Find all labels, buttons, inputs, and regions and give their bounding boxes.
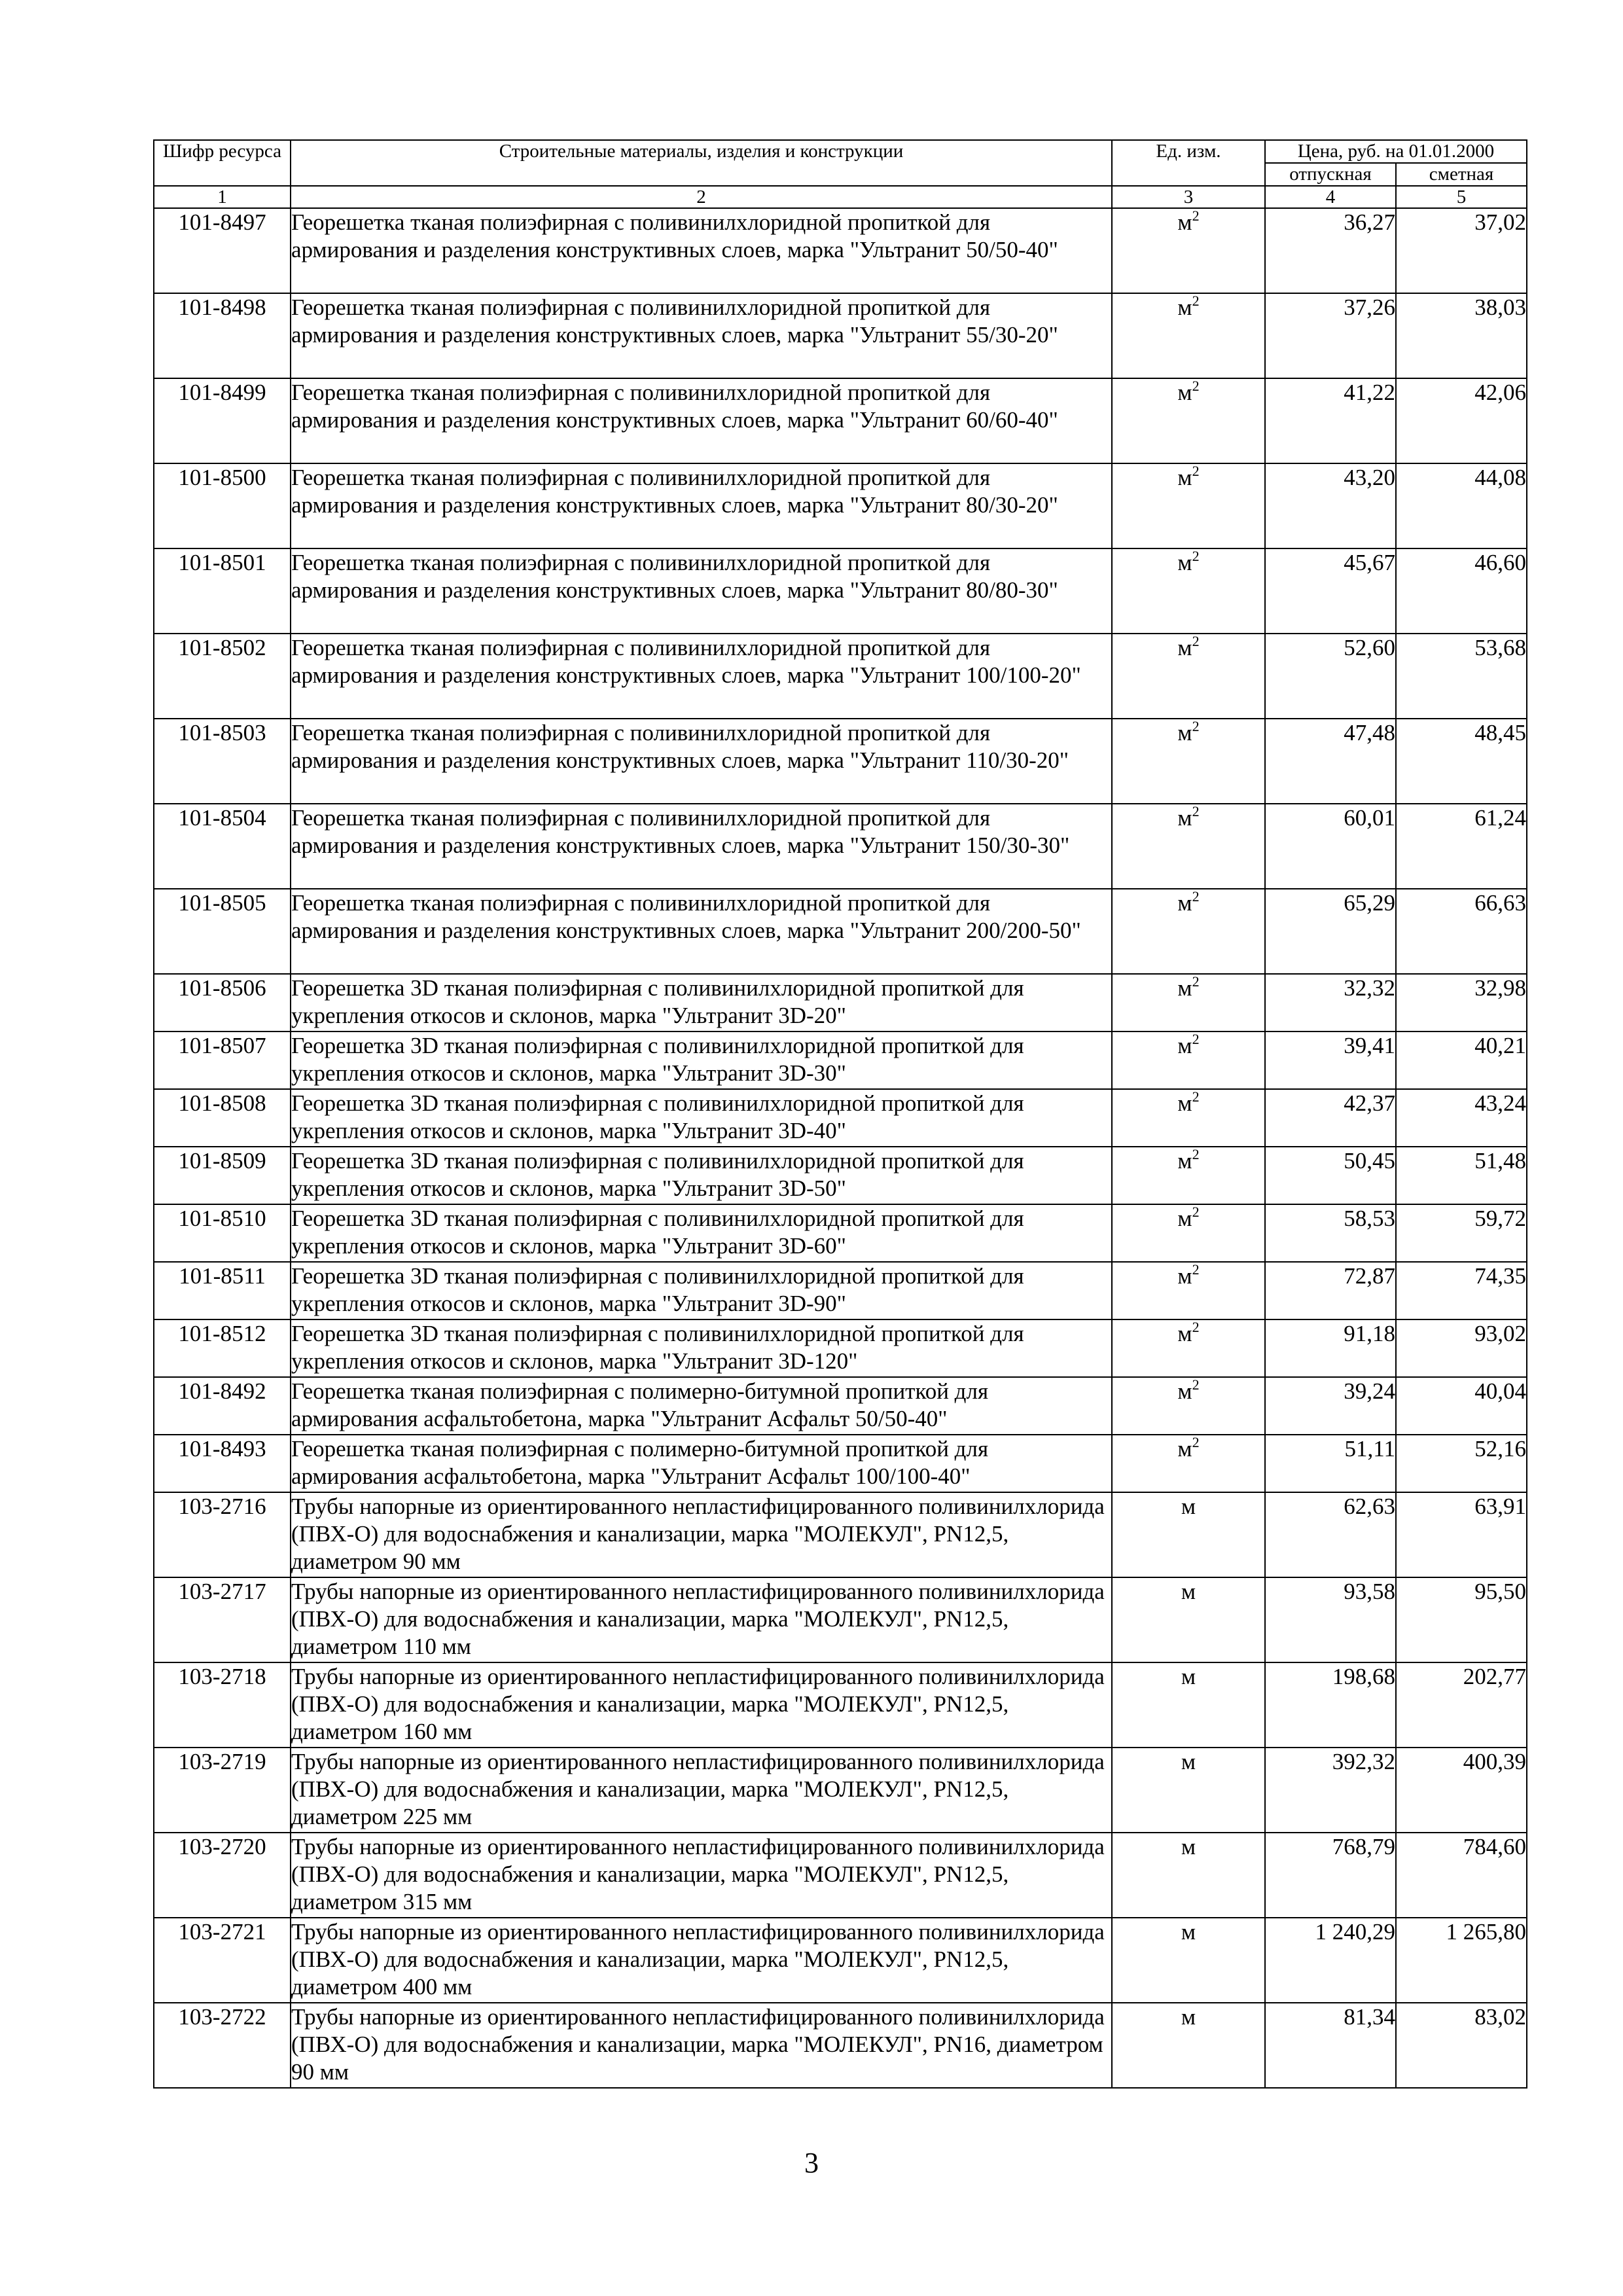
table-row <box>154 1748 1527 1833</box>
price-release: 50,45 <box>1265 1147 1396 1204</box>
unit-cell <box>1112 1748 1265 1833</box>
unit-cell <box>1112 1204 1265 1262</box>
price-release: 198,68 <box>1265 1662 1396 1748</box>
header-price-group: Цена, руб. на 01.01.2000 <box>1265 140 1527 163</box>
unit-cell <box>1112 804 1265 889</box>
price-estimate: 59,72 <box>1396 1204 1527 1262</box>
table-row <box>154 1147 1527 1204</box>
material-name: Георешетка 3D тканая полиэфирная с поливинилхлоридной пропиткой для укрепления откосов и склонов, марка "Ультранит 3D-50" <box>291 1147 1112 1204</box>
material-name: Георешетка 3D тканая полиэфирная с поливинилхлоридной пропиткой для укрепления откосов и склонов, марка "Ультранит 3D-40" <box>291 1089 1112 1147</box>
table-header <box>154 140 1527 208</box>
material-name: Георешетка тканая полиэфирная с поливинилхлоридной пропиткой для армирования и разделения конструктивных слоев, марка "Ультранит 80/30-20" <box>291 463 1112 548</box>
material-name: Георешетка 3D тканая полиэфирная с поливинилхлоридной пропиткой для укрепления откосов и склонов, марка "Ультранит 3D-20" <box>291 974 1112 1031</box>
table-row <box>154 1577 1527 1662</box>
price-release: 60,01 <box>1265 804 1396 889</box>
unit-exponent: 2 <box>1192 1204 1200 1220</box>
resource-code: 101-8498 <box>154 293 291 378</box>
resource-code: 101-8501 <box>154 548 291 634</box>
table-body <box>154 208 1527 2088</box>
price-release: 37,26 <box>1265 293 1396 378</box>
unit-cell <box>1112 1577 1265 1662</box>
table-row <box>154 1204 1527 1262</box>
unit-base: м <box>1181 1494 1196 1519</box>
unit-base: м <box>1177 295 1192 320</box>
price-release: 93,58 <box>1265 1577 1396 1662</box>
resource-code: 101-8493 <box>154 1435 291 1492</box>
price-estimate: 1 265,80 <box>1396 1918 1527 2003</box>
material-name: Георешетка 3D тканая полиэфирная с поливинилхлоридной пропиткой для укрепления откосов и склонов, марка "Ультранит 3D-30" <box>291 1031 1112 1089</box>
unit-exponent: 2 <box>1192 1376 1200 1393</box>
material-name: Трубы напорные из ориентированного непластифицированного поливинилхлорида (ПВХ-О) для водоснабжения и канализации, марка "МОЛЕКУЛ", PN16, диаметром 90 мм <box>291 2003 1112 2088</box>
unit-cell <box>1112 889 1265 974</box>
material-name: Георешетка тканая полиэфирная с поливинилхлоридной пропиткой для армирования и разделения конструктивных слоев, марка "Ультранит 80/80-30" <box>291 548 1112 634</box>
column-number: 3 <box>1112 186 1265 208</box>
unit-cell <box>1112 293 1265 378</box>
unit-cell <box>1112 719 1265 804</box>
unit-base: м <box>1177 209 1192 235</box>
unit-exponent: 2 <box>1192 718 1200 734</box>
price-estimate: 38,03 <box>1396 293 1527 378</box>
unit-exponent: 2 <box>1192 1261 1200 1278</box>
price-release: 42,37 <box>1265 1089 1396 1147</box>
material-name: Георешетка 3D тканая полиэфирная с поливинилхлоридной пропиткой для укрепления откосов и склонов, марка "Ультранит 3D-60" <box>291 1204 1112 1262</box>
price-estimate: 784,60 <box>1396 1833 1527 1918</box>
unit-exponent: 2 <box>1192 1319 1200 1335</box>
unit-base: м <box>1181 1579 1196 1604</box>
resource-code: 101-8510 <box>154 1204 291 1262</box>
unit-exponent: 2 <box>1192 1146 1200 1162</box>
price-estimate: 48,45 <box>1396 719 1527 804</box>
table-row <box>154 463 1527 548</box>
table-row <box>154 1262 1527 1319</box>
header-resource-code: Шифр ресурса <box>154 140 291 186</box>
material-name: Георешетка тканая полиэфирная с поливинилхлоридной пропиткой для армирования и разделения конструктивных слоев, марка "Ультранит 55/30-20" <box>291 293 1112 378</box>
resource-code: 101-8503 <box>154 719 291 804</box>
price-estimate: 43,24 <box>1396 1089 1527 1147</box>
unit-base: м <box>1177 1321 1192 1346</box>
table-row <box>154 1662 1527 1748</box>
unit-base: м <box>1177 380 1192 405</box>
unit-base: м <box>1177 1206 1192 1231</box>
unit-base: м <box>1177 975 1192 1001</box>
unit-cell <box>1112 1435 1265 1492</box>
unit-base: м <box>1181 1919 1196 1945</box>
material-name: Георешетка тканая полиэфирная с полимерно-битумной пропиткой для армирования асфальтобетона, марка "Ультранит Асфальт 50/50-40" <box>291 1377 1112 1435</box>
price-release: 81,34 <box>1265 2003 1396 2088</box>
table-row <box>154 974 1527 1031</box>
unit-exponent: 2 <box>1192 803 1200 819</box>
unit-base: м <box>1177 465 1192 490</box>
column-number: 2 <box>291 186 1112 208</box>
unit-base: м <box>1177 1033 1192 1058</box>
resource-code: 101-8512 <box>154 1319 291 1377</box>
column-number-row <box>154 186 1527 208</box>
unit-cell <box>1112 1377 1265 1435</box>
unit-exponent: 2 <box>1192 293 1200 309</box>
price-release: 58,53 <box>1265 1204 1396 1262</box>
unit-cell <box>1112 1492 1265 1577</box>
header-unit: Ед. изм. <box>1112 140 1265 186</box>
unit-base: м <box>1177 1378 1192 1404</box>
material-name: Георешетка тканая полиэфирная с поливинилхлоридной пропиткой для армирования и разделения конструктивных слоев, марка "Ультранит 100/100-20" <box>291 634 1112 719</box>
price-estimate: 42,06 <box>1396 378 1527 463</box>
unit-cell <box>1112 634 1265 719</box>
resource-code: 101-8506 <box>154 974 291 1031</box>
material-name: Трубы напорные из ориентированного непластифицированного поливинилхлорида (ПВХ-О) для водоснабжения и канализации, марка "МОЛЕКУЛ", PN12,5, диаметром 110 мм <box>291 1577 1112 1662</box>
material-name: Трубы напорные из ориентированного непластифицированного поливинилхлорида (ПВХ-О) для водоснабжения и канализации, марка "МОЛЕКУЛ", PN12,5, диаметром 160 мм <box>291 1662 1112 1748</box>
resource-code: 101-8492 <box>154 1377 291 1435</box>
material-name: Георешетка тканая полиэфирная с поливинилхлоридной пропиткой для армирования и разделения конструктивных слоев, марка "Ультранит 150/30-30" <box>291 804 1112 889</box>
price-release: 43,20 <box>1265 463 1396 548</box>
resource-code: 101-8511 <box>154 1262 291 1319</box>
unit-base: м <box>1181 2004 1196 2030</box>
table-row <box>154 1435 1527 1492</box>
header-material-name: Строительные материалы, изделия и конструкции <box>291 140 1112 186</box>
price-table <box>153 139 1527 2089</box>
unit-base: м <box>1177 1436 1192 1462</box>
unit-base: м <box>1177 550 1192 575</box>
unit-cell <box>1112 1918 1265 2003</box>
resource-code: 103-2721 <box>154 1918 291 2003</box>
unit-cell <box>1112 463 1265 548</box>
resource-code: 103-2722 <box>154 2003 291 2088</box>
material-name: Георешетка 3D тканая полиэфирная с поливинилхлоридной пропиткой для укрепления откосов и склонов, марка "Ультранит 3D-120" <box>291 1319 1112 1377</box>
unit-base: м <box>1177 720 1192 745</box>
price-release: 39,24 <box>1265 1377 1396 1435</box>
unit-base: м <box>1177 805 1192 831</box>
price-release: 62,63 <box>1265 1492 1396 1577</box>
price-release: 65,29 <box>1265 889 1396 974</box>
price-release: 1 240,29 <box>1265 1918 1396 2003</box>
unit-exponent: 2 <box>1192 1031 1200 1047</box>
table-row <box>154 1833 1527 1918</box>
price-release: 91,18 <box>1265 1319 1396 1377</box>
price-estimate: 66,63 <box>1396 889 1527 974</box>
page-number: 3 <box>804 2147 819 2179</box>
price-release: 52,60 <box>1265 634 1396 719</box>
table-row <box>154 208 1527 293</box>
price-release: 392,32 <box>1265 1748 1396 1833</box>
column-number: 4 <box>1265 186 1396 208</box>
resource-code: 101-8509 <box>154 1147 291 1204</box>
unit-exponent: 2 <box>1192 548 1200 564</box>
price-estimate: 63,91 <box>1396 1492 1527 1577</box>
unit-cell <box>1112 974 1265 1031</box>
unit-base: м <box>1177 1090 1192 1116</box>
table-row <box>154 378 1527 463</box>
table-row <box>154 634 1527 719</box>
unit-base: м <box>1177 1148 1192 1174</box>
unit-cell <box>1112 1662 1265 1748</box>
price-estimate: 95,50 <box>1396 1577 1527 1662</box>
material-name: Трубы напорные из ориентированного непластифицированного поливинилхлорида (ПВХ-О) для водоснабжения и канализации, марка "МОЛЕКУЛ", PN12,5, диаметром 225 мм <box>291 1748 1112 1833</box>
resource-code: 101-8504 <box>154 804 291 889</box>
material-name: Георешетка 3D тканая полиэфирная с поливинилхлоридной пропиткой для укрепления откосов и склонов, марка "Ультранит 3D-90" <box>291 1262 1112 1319</box>
resource-code: 103-2716 <box>154 1492 291 1577</box>
table-row <box>154 1492 1527 1577</box>
resource-code: 101-8505 <box>154 889 291 974</box>
resource-code: 101-8500 <box>154 463 291 548</box>
unit-exponent: 2 <box>1192 633 1200 649</box>
unit-cell <box>1112 1833 1265 1918</box>
resource-code: 101-8507 <box>154 1031 291 1089</box>
table-row <box>154 889 1527 974</box>
unit-base: м <box>1177 1263 1192 1289</box>
price-estimate: 44,08 <box>1396 463 1527 548</box>
price-estimate: 46,60 <box>1396 548 1527 634</box>
column-number: 5 <box>1396 186 1527 208</box>
price-release: 41,22 <box>1265 378 1396 463</box>
table-row <box>154 1918 1527 2003</box>
unit-cell <box>1112 378 1265 463</box>
price-estimate: 400,39 <box>1396 1748 1527 1833</box>
price-release: 32,32 <box>1265 974 1396 1031</box>
table-row <box>154 1377 1527 1435</box>
price-estimate: 93,02 <box>1396 1319 1527 1377</box>
unit-base: м <box>1177 635 1192 660</box>
table-row <box>154 804 1527 889</box>
resource-code: 101-8502 <box>154 634 291 719</box>
resource-code: 101-8508 <box>154 1089 291 1147</box>
price-estimate: 40,21 <box>1396 1031 1527 1089</box>
unit-exponent: 2 <box>1192 888 1200 905</box>
unit-cell <box>1112 548 1265 634</box>
resource-code: 101-8497 <box>154 208 291 293</box>
column-number: 1 <box>154 186 291 208</box>
price-estimate: 74,35 <box>1396 1262 1527 1319</box>
header-price-estimate: сметная <box>1396 163 1527 186</box>
header-price-release: отпускная <box>1265 163 1396 186</box>
unit-cell <box>1112 1089 1265 1147</box>
price-release: 768,79 <box>1265 1833 1396 1918</box>
material-name: Трубы напорные из ориентированного непластифицированного поливинилхлорида (ПВХ-О) для водоснабжения и канализации, марка "МОЛЕКУЛ", PN12,5, диаметром 90 мм <box>291 1492 1112 1577</box>
material-name: Трубы напорные из ориентированного непластифицированного поливинилхлорида (ПВХ-О) для водоснабжения и канализации, марка "МОЛЕКУЛ", PN12,5, диаметром 400 мм <box>291 1918 1112 2003</box>
table-row <box>154 719 1527 804</box>
price-estimate: 32,98 <box>1396 974 1527 1031</box>
price-estimate: 37,02 <box>1396 208 1527 293</box>
price-release: 45,67 <box>1265 548 1396 634</box>
resource-code: 103-2719 <box>154 1748 291 1833</box>
table-row <box>154 1319 1527 1377</box>
table-row <box>154 1089 1527 1147</box>
material-name: Георешетка тканая полиэфирная с поливинилхлоридной пропиткой для армирования и разделения конструктивных слоев, марка "Ультранит 200/200-50" <box>291 889 1112 974</box>
table-row <box>154 293 1527 378</box>
resource-code: 101-8499 <box>154 378 291 463</box>
material-name: Георешетка тканая полиэфирная с поливинилхлоридной пропиткой для армирования и разделения конструктивных слоев, марка "Ультранит 50/50-40" <box>291 208 1112 293</box>
unit-exponent: 2 <box>1192 463 1200 479</box>
unit-cell <box>1112 1031 1265 1089</box>
resource-code: 103-2717 <box>154 1577 291 1662</box>
price-estimate: 61,24 <box>1396 804 1527 889</box>
unit-base: м <box>1181 1749 1196 1774</box>
price-release: 39,41 <box>1265 1031 1396 1089</box>
price-release: 36,27 <box>1265 208 1396 293</box>
price-estimate: 202,77 <box>1396 1662 1527 1748</box>
unit-exponent: 2 <box>1192 378 1200 394</box>
price-estimate: 83,02 <box>1396 2003 1527 2088</box>
table-row <box>154 1031 1527 1089</box>
price-estimate: 53,68 <box>1396 634 1527 719</box>
unit-base: м <box>1181 1664 1196 1689</box>
price-release: 47,48 <box>1265 719 1396 804</box>
table-row <box>154 548 1527 634</box>
price-estimate: 52,16 <box>1396 1435 1527 1492</box>
price-estimate: 51,48 <box>1396 1147 1527 1204</box>
material-name: Георешетка тканая полиэфирная с поливинилхлоридной пропиткой для армирования и разделения конструктивных слоев, марка "Ультранит 110/30-20" <box>291 719 1112 804</box>
unit-exponent: 2 <box>1192 207 1200 224</box>
material-name: Георешетка тканая полиэфирная с поливинилхлоридной пропиткой для армирования и разделения конструктивных слоев, марка "Ультранит 60/60-40" <box>291 378 1112 463</box>
unit-cell <box>1112 208 1265 293</box>
unit-base: м <box>1181 1834 1196 1859</box>
material-name: Георешетка тканая полиэфирная с полимерно-битумной пропиткой для армирования асфальтобетона, марка "Ультранит Асфальт 100/100-40" <box>291 1435 1112 1492</box>
unit-exponent: 2 <box>1192 1088 1200 1105</box>
resource-code: 103-2718 <box>154 1662 291 1748</box>
table-row <box>154 2003 1527 2088</box>
price-estimate: 40,04 <box>1396 1377 1527 1435</box>
unit-cell <box>1112 1262 1265 1319</box>
unit-cell <box>1112 2003 1265 2088</box>
unit-exponent: 2 <box>1192 973 1200 990</box>
unit-exponent: 2 <box>1192 1434 1200 1450</box>
unit-cell <box>1112 1147 1265 1204</box>
unit-cell <box>1112 1319 1265 1377</box>
price-release: 51,11 <box>1265 1435 1396 1492</box>
resource-code: 103-2720 <box>154 1833 291 1918</box>
material-name: Трубы напорные из ориентированного непластифицированного поливинилхлорида (ПВХ-О) для водоснабжения и канализации, марка "МОЛЕКУЛ", PN12,5, диаметром 315 мм <box>291 1833 1112 1918</box>
unit-base: м <box>1177 890 1192 916</box>
price-release: 72,87 <box>1265 1262 1396 1319</box>
